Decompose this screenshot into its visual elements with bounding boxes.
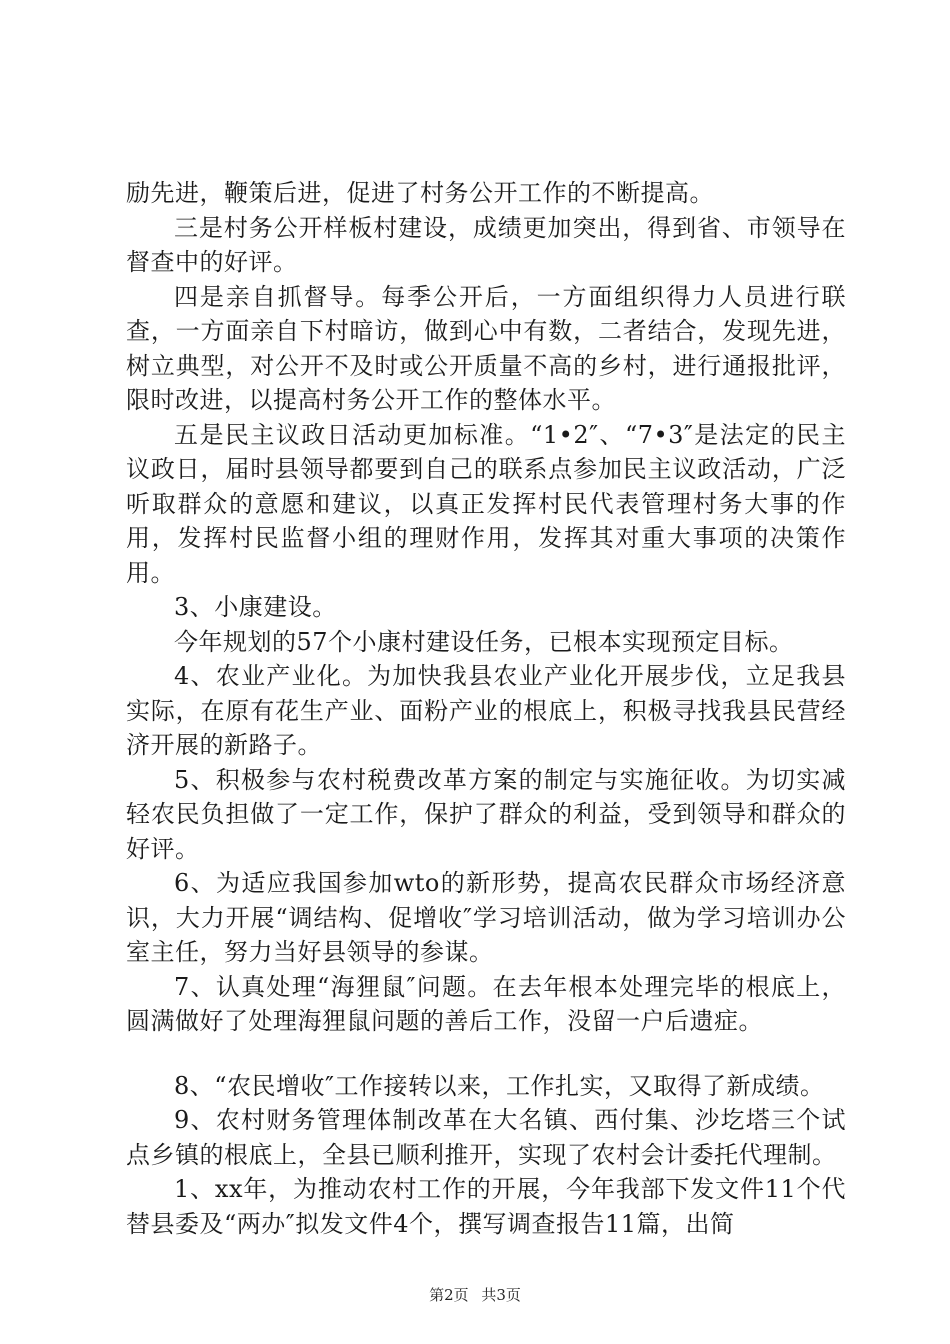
- paragraph: 6、为适应我国参加wto的新形势，提高农民群众市场经济意识，大力开展“调结构、促增收″学习培训活动，做为学习培训办公室主任，努力当好县领导的参谋。: [126, 869, 846, 966]
- paragraph: 1、xx年，为推动农村工作的开展，今年我部下发文件11个代替县委及“两办″拟发文件4个，撰写调查报告11篇，出简: [126, 1175, 846, 1238]
- paragraph: 三是村务公开样板村建设，成绩更加突出，得到省、市领导在督查中的好评。: [126, 213, 846, 276]
- paragraph: 7、认真处理“海狸鼠″问题。在去年根本处理完毕的根底上，圆满做好了处理海狸鼠问题的善后工作，没留一户后遗症。: [126, 972, 846, 1035]
- paragraph: 9、农村财务管理体制改革在大名镇、西付集、沙圪塔三个试点乡镇的根底上，全县已顺利推开，实现了农村会计委托代理制。: [126, 1106, 846, 1169]
- page-number: 第2页: [429, 1286, 469, 1304]
- paragraph: 3、小康建设。: [174, 593, 337, 621]
- paragraph: 5、积极参与农村税费改革方案的制定与实施征收。为切实减轻农民负担做了一定工作，保护了群众的利益，受到领导和群众的好评。: [126, 765, 846, 863]
- paragraph: 8、“农民增收″工作接转以来，工作扎实，又取得了新成绩。: [174, 1071, 825, 1100]
- paragraph: 五是民主议政日活动更加标准。“1•2″、“7•3″是法定的民主议政日，届时县领导都要到自己的联系点参加民主议政活动，广泛听取群众的意愿和建议，以真正发挥村民代表管理村务大事的作用，发挥村民监督小组的理财作用，发挥其对重大事项的决策作用。: [126, 420, 846, 587]
- paragraph: 励先进，鞭策后进，促进了村务公开工作的不断提高。: [126, 179, 714, 207]
- paragraph: 今年规划的57个小康村建设任务，已根本实现预定目标。: [174, 627, 794, 656]
- document-body: [126, 176, 846, 1241]
- page-footer: [0, 1284, 950, 1305]
- page-total: 共3页: [481, 1286, 521, 1304]
- paragraph: 四是亲自抓督导。每季公开后，一方面组织得力人员进行联查，一方面亲自下村暗访，做到心中有数，二者结合，发现先进，树立典型，对公开不及时或公开质量不高的乡村，进行通报批评，限时改进，以提高村务公开工作的整体水平。: [126, 282, 846, 414]
- paragraph-spacer: [126, 1039, 846, 1069]
- paragraph: 4、农业产业化。为加快我县农业产业化开展步伐，立足我县实际，在原有花生产业、面粉产业的根底上，积极寻找我县民营经济开展的新路子。: [126, 662, 846, 759]
